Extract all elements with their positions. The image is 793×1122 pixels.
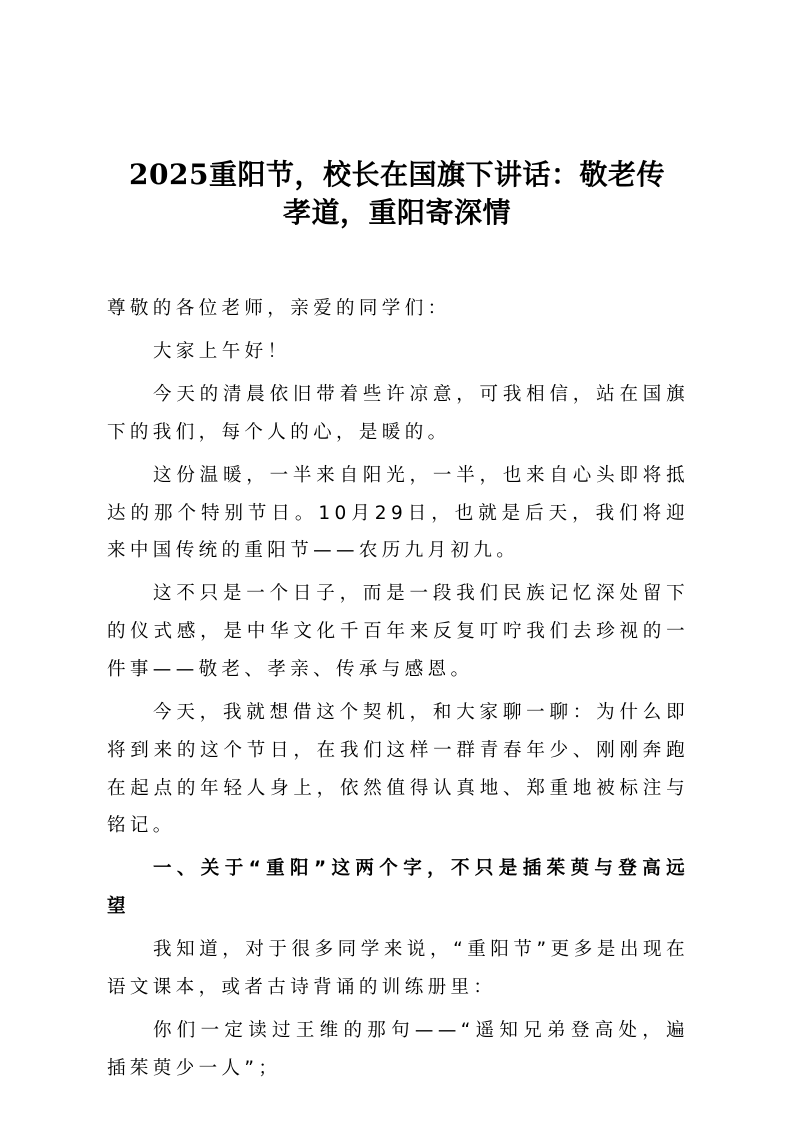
document-body xyxy=(107,290,689,1093)
paragraph: 你们一定读过王维的那句——“遥知兄弟登高处，遍插茱萸少一人”； xyxy=(107,1019,689,1079)
title-line-2: 孝道，重阳寄深情 xyxy=(282,196,511,229)
paragraph: 今天，我就想借这个契机，和大家聊一聊：为什么即将到来的这个节日，在我们这样一群青春年少、刚刚奔跑在起点的年轻人身上，依然值得认真地、郑重地被标注与铭记。 xyxy=(107,701,689,837)
paragraph: 这份温暖，一半来自阳光，一半，也来自心头即将抵达的那个特别节日。10月29日，也就是后天，我们将迎来中国传统的重阳节——农历九月初九。 xyxy=(107,464,689,562)
section-heading: 一、关于“重阳”这两个字，不只是插茱萸与登高远望 xyxy=(107,858,689,918)
paragraph: 我知道，对于很多同学来说，“重阳节”更多是出现在语文课本，或者古诗背诵的训练册里： xyxy=(107,939,689,998)
title-line-1: 2025重阳节，校长在国旗下讲话：敬老传 xyxy=(129,158,665,191)
salutation: 尊敬的各位老师，亲爱的同学们： xyxy=(107,298,451,319)
paragraph: 今天的清晨依旧带着些许凉意，可我相信，站在国旗下的我们，每个人的心，是暖的。 xyxy=(107,383,689,443)
document-title xyxy=(100,156,694,232)
paragraph-greeting: 大家上午好！ xyxy=(153,340,291,362)
paragraph: 这不只是一个日子，而是一段我们民族记忆深处留下的仪式感，是中华文化千百年来反复叮咛我们去珍视的一件事——敬老、孝亲、传承与感恩。 xyxy=(107,583,689,680)
